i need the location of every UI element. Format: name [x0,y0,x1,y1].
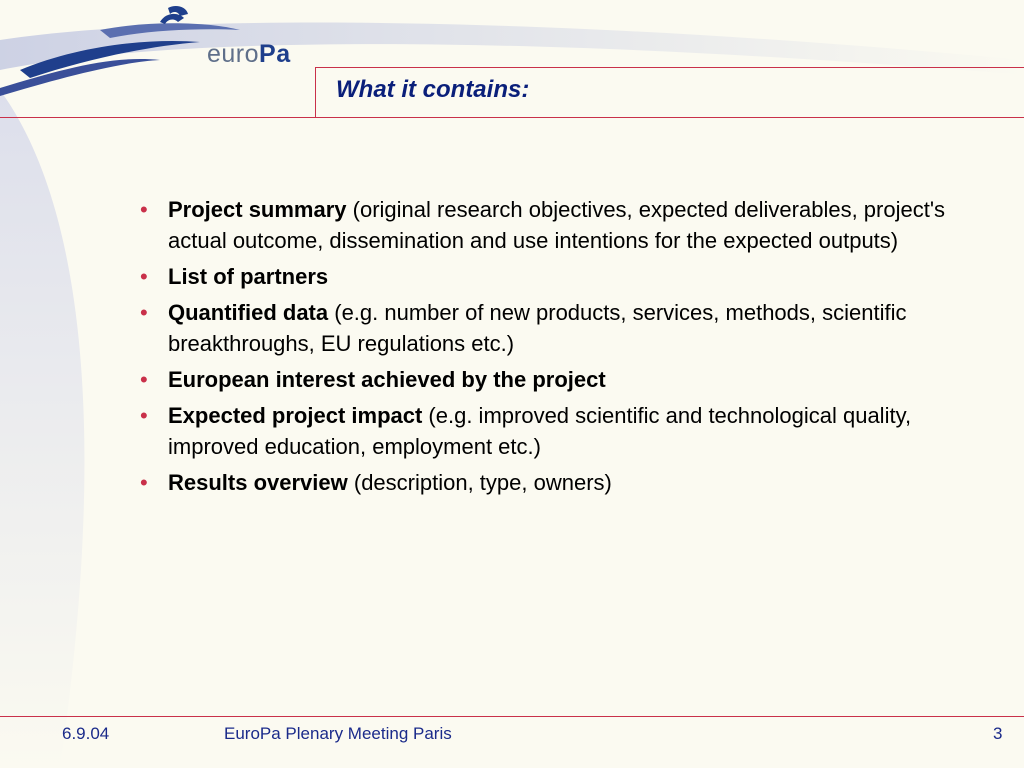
footer-divider [0,716,1024,717]
item-detail: (e.g. number of new products, services, methods, scientific breakthroughs, EU regulations etc.) [168,300,907,356]
list-item [140,467,1000,498]
header-divider-bottom [0,117,1024,118]
bullet-list [140,194,1000,503]
item-heading: Expected project impact [168,403,423,428]
bullet-icon: • [140,367,148,392]
item-heading: Project summary [168,197,347,222]
footer-event: EuroPa Plenary Meeting Paris [224,724,452,743]
item-detail: (original research objectives, expected deliverables, project's actual outcome, dissemination and use intentions for the expected outputs) [168,197,946,253]
item-heading: List of partners [168,264,329,289]
list-item [140,364,1000,395]
item-heading: Results overview [168,470,348,495]
list-item [140,400,1000,462]
footer-page-number: 3 [993,724,1003,743]
bullet-icon: • [140,403,148,428]
item-detail: (description, type, owners) [347,470,612,495]
list-item [140,297,1000,359]
bullet-icon: • [140,264,148,289]
footer-date: 6.9.04 [62,724,110,743]
logo-text-light: euro [207,40,260,68]
bullet-icon: • [140,300,148,325]
item-heading: European interest achieved by the project [168,367,606,392]
logo-text-bold: Pa [259,40,291,68]
slide-title: What it contains: [336,76,530,103]
logo-wordmark [207,40,291,69]
item-detail: (e.g. improved scientific and technological quality, improved education, employment etc.) [168,403,912,459]
list-item [140,261,1000,292]
item-heading: Quantified data [168,300,329,325]
header-divider-top [315,67,1024,68]
bullet-icon: • [140,470,148,495]
list-item [140,194,1000,256]
bullet-icon: • [140,197,148,222]
header-divider-vertical [315,67,316,118]
